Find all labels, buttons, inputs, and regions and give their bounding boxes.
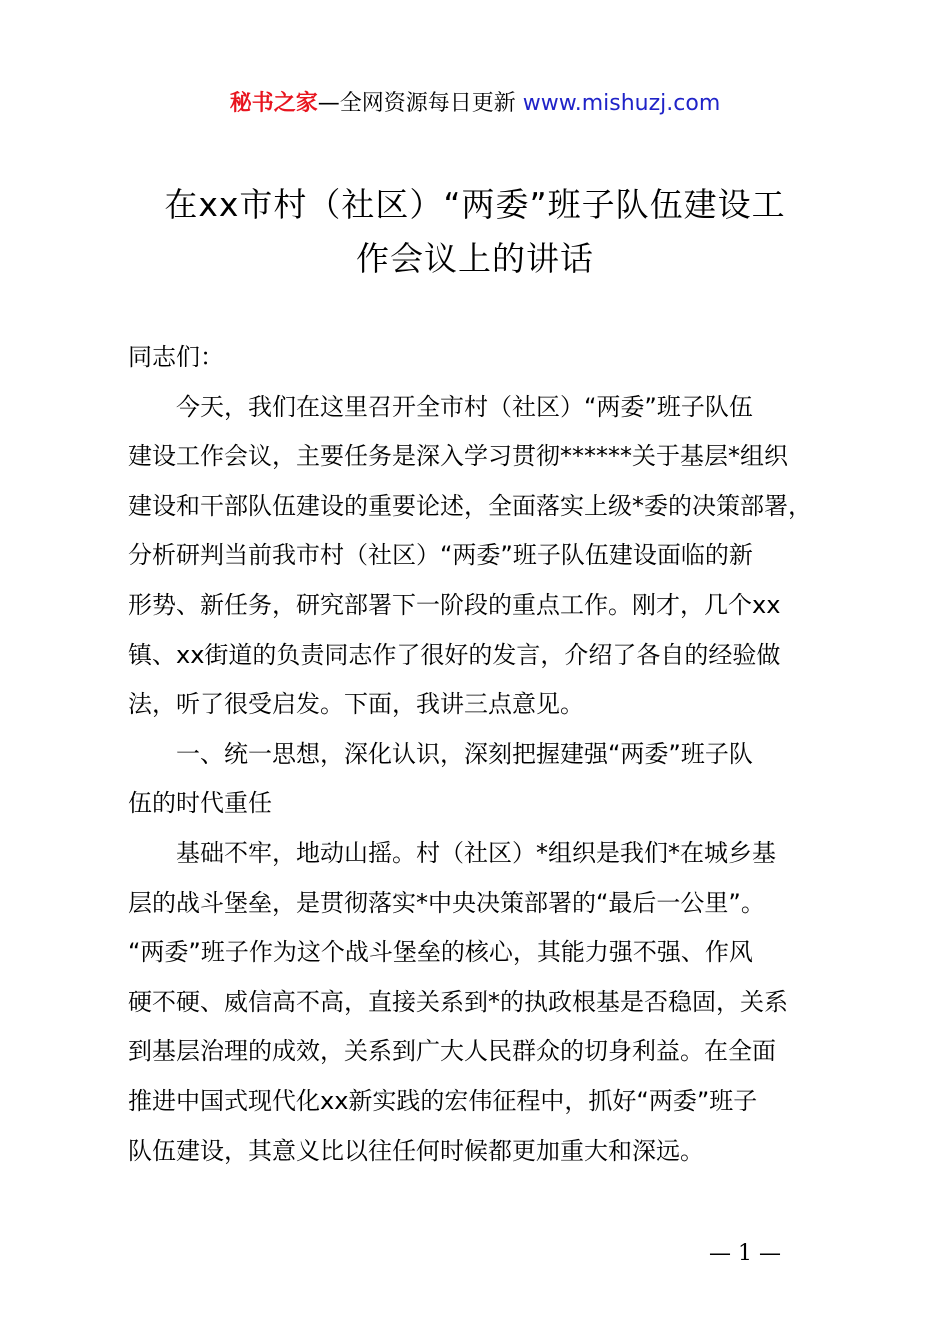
site-url[interactable]: www.mishuzj.com [522, 91, 721, 116]
paragraph-line: 建设工作会议，主要任务是深入学习贯彻******关于基层*组织 [128, 442, 788, 471]
title-line-1: 在xx市村（社区）“两委”班子队伍建设工 [164, 185, 786, 224]
paragraph-line: 队伍建设，其意义比以往任何时候都更加重大和深远。 [128, 1136, 704, 1165]
paragraph-line: 推进中国式现代化xx新实践的宏伟征程中，抓好“两委”班子 [128, 1086, 758, 1115]
site-header [0, 86, 950, 122]
paragraph-line: 硬不硬、威信高不高，直接关系到*的执政根基是否稳固，关系 [128, 987, 788, 1016]
header-tagline: —全网资源每日更新 [317, 91, 516, 116]
document-body [128, 333, 868, 1176]
brand-name: 秘书之家 [229, 91, 318, 116]
paragraph-line: “两委”班子作为这个战斗堡垒的核心，其能力强不强、作风 [128, 938, 753, 967]
paragraph-line: 今天，我们在这里召开全市村（社区）“两委”班子队伍 [176, 392, 753, 421]
heading-line: 一、统一思想，深化认识，深刻把握建强“两委”班子队 [176, 739, 753, 768]
page-number: — 1 — [709, 1241, 781, 1266]
paragraph-line: 形势、新任务，研究部署下一阶段的重点工作。刚才，几个xx [128, 590, 781, 619]
document-title [110, 178, 840, 286]
paragraph-line: 法，听了很受启发。下面，我讲三点意见。 [128, 690, 584, 719]
paragraph-line: 层的战斗堡垒，是贯彻落实*中央决策部署的“最后一公里”。 [128, 888, 765, 917]
title-line-2: 作会议上的讲话 [356, 239, 594, 278]
heading-line: 伍的时代重任 [128, 789, 272, 818]
paragraph-intro [128, 383, 868, 730]
paragraph-line: 到基层治理的成效，关系到广大人民群众的切身利益。在全面 [128, 1037, 776, 1066]
paragraph-line: 基础不牢，地动山摇。村（社区）*组织是我们*在城乡基 [176, 838, 776, 867]
salutation: 同志们： [128, 343, 224, 371]
paragraph-line: 建设和干部队伍建设的重要论述，全面落实上级*委的决策部署， [128, 491, 812, 520]
paragraph-line: 镇、xx街道的负责同志作了很好的发言，介绍了各自的经验做 [128, 640, 781, 669]
section-heading-1 [128, 730, 868, 829]
paragraph-foundation [128, 829, 868, 1176]
paragraph-line: 分析研判当前我市村（社区）“两委”班子队伍建设面临的新 [128, 541, 753, 570]
